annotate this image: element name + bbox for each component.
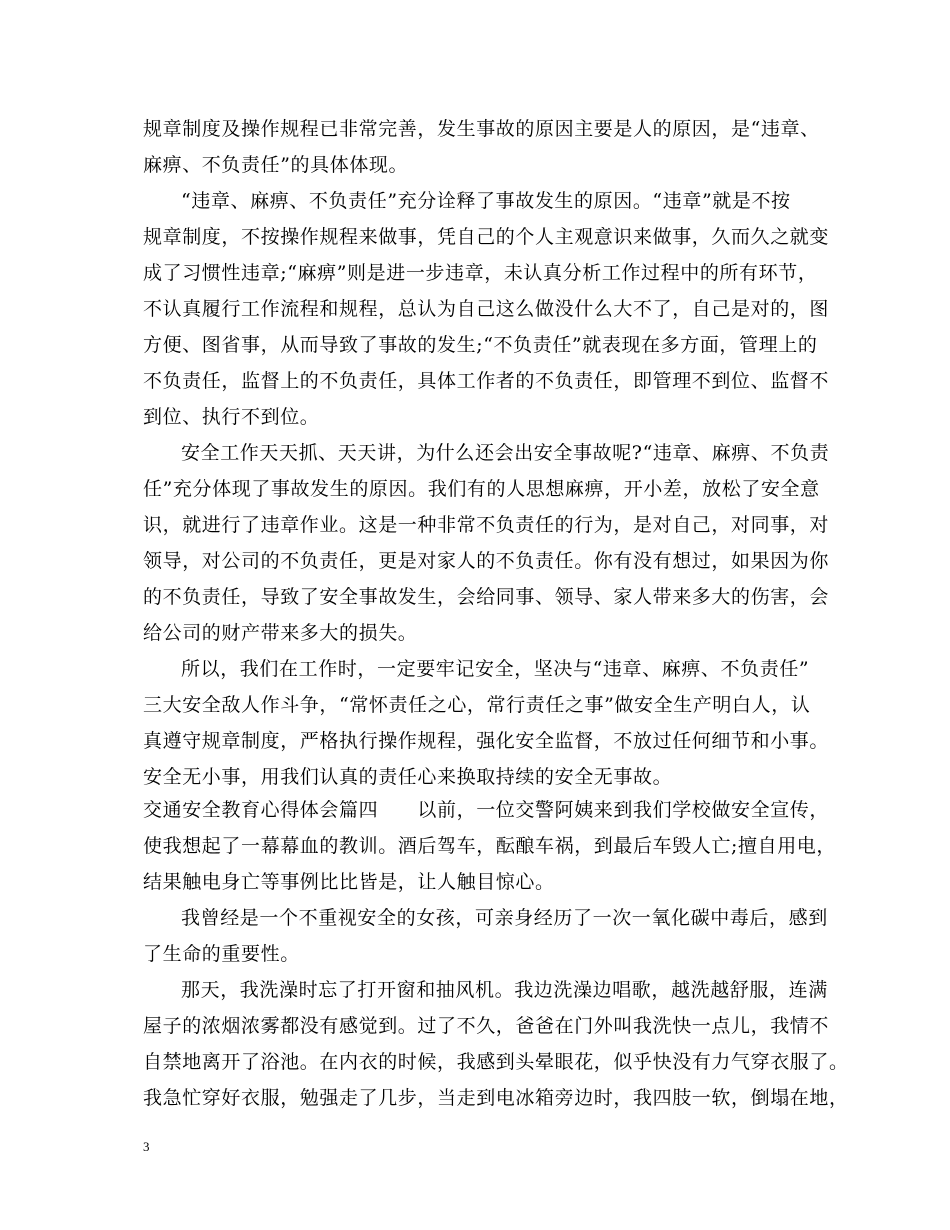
text-line: 给公司的财产带来多大的损失。	[143, 622, 418, 644]
text-line: 不负责任，监督上的不负责任，具体工作者的不负责任，即管理不到位、监督不	[143, 370, 830, 392]
text-line: 所以，我们在工作时，一定要牢记安全，坚决与“违章、麻痹、不负责任”	[181, 658, 810, 680]
text-line: 规章制度，不按操作规程来做事，凭自己的个人主观意识来做事，久而久之就变	[143, 226, 830, 248]
text-line: 使我想起了一幕幕血的教训。酒后驾车，酝酿车祸，到最后车毁人亡;擅自用电，	[143, 835, 837, 857]
text-line: 规章制度及操作规程已非常完善，发生事故的原因主要是人的原因，是“违章、	[143, 118, 820, 140]
text-line: 识，就进行了违章作业。这是一种非常不负责任的行为，是对自己，对同事，对	[143, 514, 830, 536]
text-line: 屋子的浓烟浓雾都没有感觉到。过了不久，爸爸在门外叫我洗快一点儿，我情不	[143, 1015, 830, 1037]
text-line: 任”充分体现了事故发生的原因。我们有的人思想麻痹，开小差，放松了安全意	[143, 478, 820, 500]
text-line: 的不负责任，导致了安全事故发生，会给同事、领导、家人带来多大的伤害，会	[143, 586, 830, 608]
text-line: 方便、图省事，从而导致了事故的发生;“不负责任”就表现在多方面，管理上的	[143, 334, 818, 356]
text-line: “违章、麻痹、不负责任”充分诠释了事故发生的原因。“违章”就是不按	[181, 190, 791, 212]
page-number: 3	[143, 1139, 150, 1154]
text-line: 我急忙穿好衣服，勉强走了几步，当走到电冰箱旁边时，我四肢一软，倒塌在地，	[143, 1087, 849, 1109]
text-line: 领导，对公司的不负责任，更是对家人的不负责任。你有没有想过，如果因为你	[143, 550, 830, 572]
text-line: 成了习惯性违章;“麻痹”则是进一步违章，未认真分析工作过程中的所有环节，	[143, 262, 818, 284]
text-line: 真遵守规章制度，严格执行操作规程，强化安全监督，不放过任何细节和小事。	[143, 730, 830, 752]
text-line: 自禁地离开了浴池。在内衣的时候，我感到头晕眼花，似乎快没有力气穿衣服了。	[143, 1051, 849, 1073]
text-line: 结果触电身亡等事例比比皆是，让人触目惊心。	[143, 871, 555, 893]
text-line: 安全无小事，用我们认真的责任心来换取持续的安全无事故。	[143, 766, 673, 788]
text-line: 我曾经是一个不重视安全的女孩，可亲身经历了一次一氧化碳中毒后，感到	[181, 907, 828, 929]
text-line: 不认真履行工作流程和规程，总认为自己这么做没什么大不了，自己是对的，图	[143, 298, 830, 320]
text-line: 那天，我洗澡时忘了打开窗和抽风机。我边洗澡边唱歌，越洗越舒服，连满	[181, 979, 828, 1001]
section-heading-line: 交通安全教育心得体会篇四 以前，一位交警阿姨来到我们学校做安全宣传，	[143, 799, 830, 821]
text-line: 到位、执行不到位。	[143, 406, 320, 428]
text-line: 麻痹、不负责任”的具体体现。	[143, 154, 409, 176]
text-line: 了生命的重要性。	[143, 943, 300, 965]
text-line: 安全工作天天抓、天天讲，为什么还会出安全事故呢?“违章、麻痹、不负责	[181, 442, 830, 464]
text-line: 三大安全敌人作斗争，“常怀责任之心，常行责任之事”做安全生产明白人，认	[143, 694, 811, 716]
